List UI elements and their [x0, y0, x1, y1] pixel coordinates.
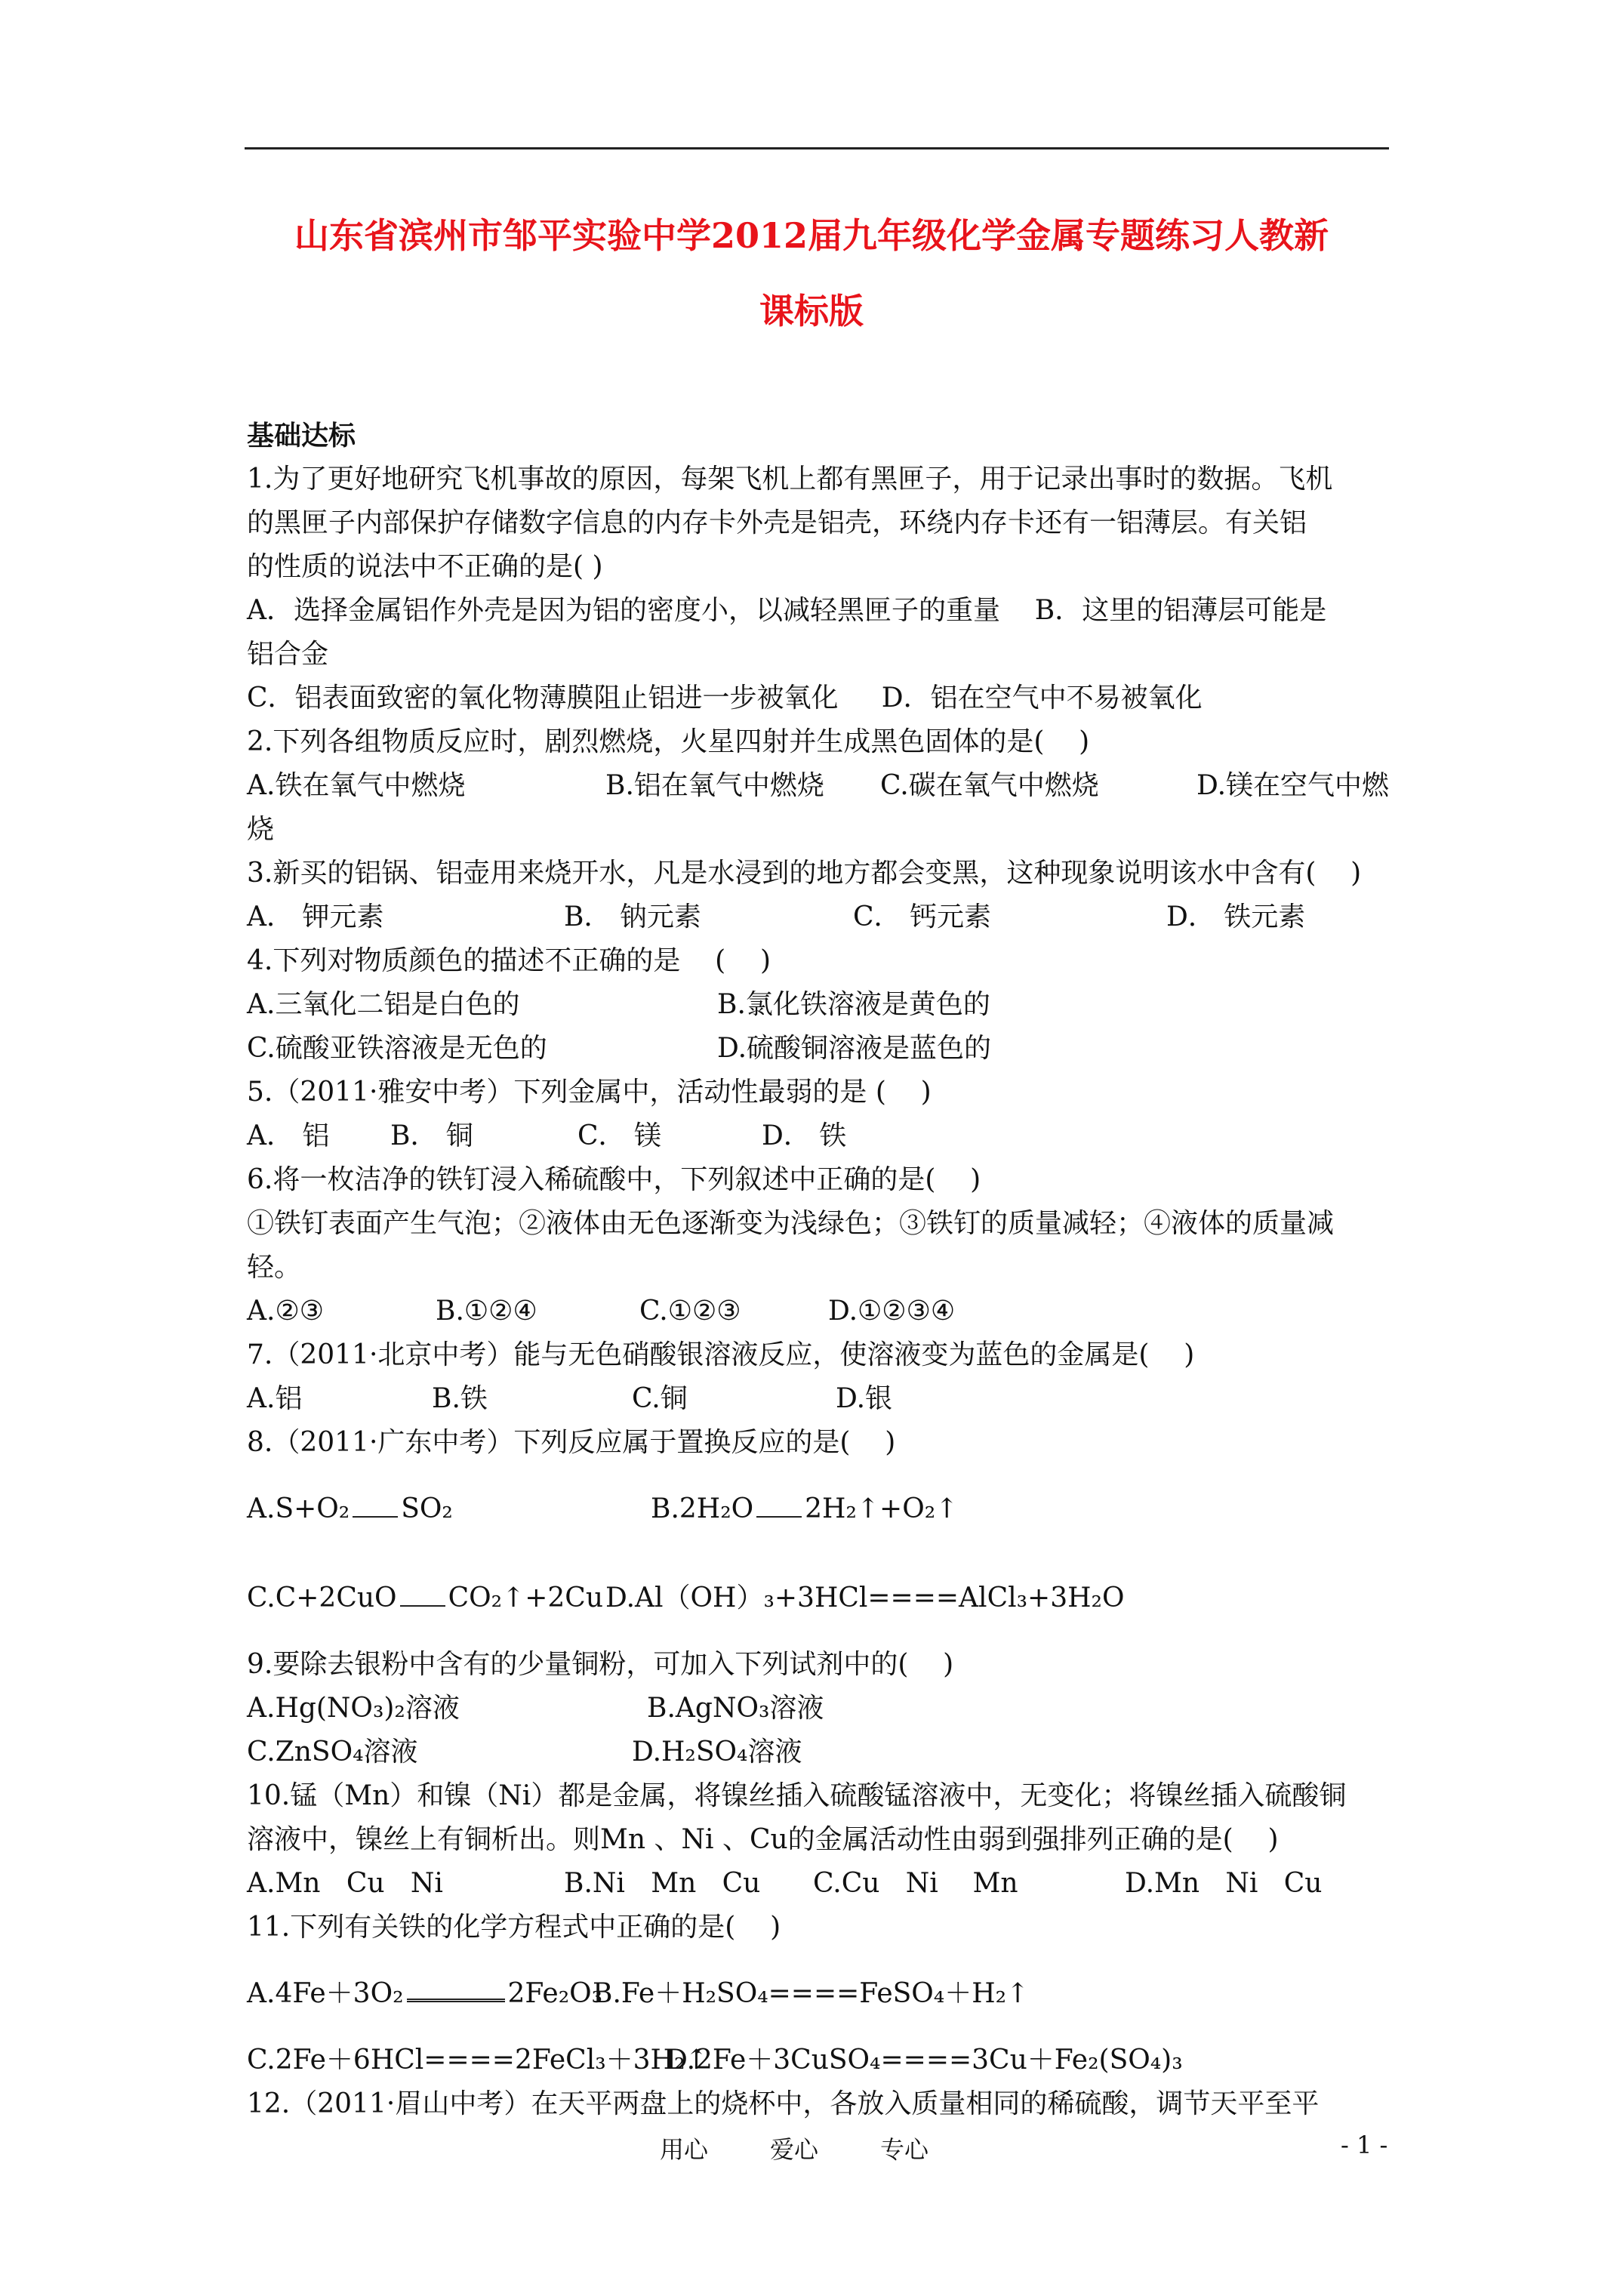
q9-options-cd: [247, 1730, 1402, 1774]
q6-option-c: C.①②③: [639, 1296, 741, 1327]
q2-wrap: 烧: [247, 814, 275, 845]
header-rule: [245, 147, 1389, 149]
q2-option-c: C.碳在氧气中燃烧: [880, 770, 1099, 801]
q3-option-a: A． 钾元素: [247, 901, 384, 932]
q7-option-a: A.铝: [247, 1383, 303, 1414]
q8-stem: 8.（2011·广东中考）下列反应属于置换反应的是( ): [247, 1427, 896, 1458]
q3-stem: 3.新买的铝锅、铝壶用来烧开水，凡是水浸到的地方都会变黑，这种现象说明该水中含有( ): [247, 858, 1362, 889]
q7-stem: 7.（2011·北京中考）能与无色硝酸银溶液反应，使溶液变为蓝色的金属是( ): [247, 1339, 1195, 1370]
q8-c-products: CO₂↑+2Cu: [448, 1583, 604, 1613]
footer-word-3: 专心: [880, 2135, 929, 2164]
q11-a-reactants: A.4Fe＋3O₂: [247, 1978, 404, 2009]
q4-stem: 4.下列对物质颜色的描述不正确的是 ( ): [247, 945, 771, 976]
q12-line-1: 12.（2011·眉山中考）在天平两盘上的烧杯中，各放入质量相同的稀硫酸，调节天平至平: [247, 2088, 1320, 2119]
q8-a-condition-blank: [353, 1492, 398, 1518]
q3-option-d: D． 铁元素: [1166, 901, 1306, 932]
q6-option-d: D.①②③④: [828, 1296, 956, 1327]
q10-option-b: B.Ni Mn Cu: [564, 1868, 761, 1899]
q11-stem: 11.下列有关铁的化学方程式中正确的是( ): [247, 1912, 781, 1943]
q5-options: [247, 1114, 1402, 1158]
section-heading: 基础达标: [247, 420, 356, 451]
q9-option-a: A.Hg(NO₃)₂溶液: [247, 1693, 460, 1724]
q3-option-b: B． 钠元素: [564, 901, 701, 932]
title-line-1: 山东省滨州市邹平实验中学2012届九年级化学金属专题练习人教新: [294, 215, 1329, 256]
q11-a-products: 2Fe₂O₃: [507, 1978, 603, 2009]
q6-stem: 6.将一枚洁净的铁钉浸入稀硫酸中，下列叙述中正确的是( ): [247, 1164, 981, 1195]
q11-options-cd: [247, 2039, 1402, 2082]
q6-body-1: ①铁钉表面产生气泡；②液体由无色逐渐变为浅绿色；③铁钉的质量减轻；④液体的质量减: [247, 1208, 1335, 1239]
q3-option-c: C． 钙元素: [853, 901, 991, 932]
q8-option-c: [247, 1554, 603, 1643]
q5-stem: 5.（2011·雅安中考）下列金属中，活动性最弱的是 ( ): [247, 1077, 932, 1108]
q6-body-2: 轻。: [247, 1252, 302, 1283]
q9-option-d: D.H₂SO₄溶液: [632, 1737, 802, 1767]
q1-line-3: 的性质的说法中不正确的是( ): [247, 551, 603, 582]
q4-option-c: C.硫酸亚铁溶液是无色的: [247, 1033, 547, 1064]
q8-a-products: SO₂: [401, 1493, 453, 1524]
q4-options-cd: [247, 1027, 1402, 1071]
q11-option-b: B.Fe＋H₂SO₄====FeSO₄＋H₂↑: [593, 1978, 1030, 2009]
q2-options: [247, 764, 1402, 808]
page-number: - 1 -: [1341, 2131, 1388, 2159]
q10-option-c: C.Cu Ni Mn: [813, 1868, 1018, 1899]
q7-options: [247, 1377, 1402, 1421]
footer-word-2: 爱心: [770, 2135, 819, 2164]
q1-line-6: C．铝表面致密的氧化物薄膜阻止铝进一步被氧化 D．铝在空气中不易被氧化: [247, 683, 1203, 713]
q2-stem: 2.下列各组物质反应时，剧烈燃烧，火星四射并生成黑色固体的是( ): [247, 726, 1090, 757]
document-title: [204, 198, 1419, 349]
q5-option-d: D． 铁: [762, 1120, 847, 1151]
q8-a-reactants: A.S+O₂: [247, 1493, 350, 1524]
q5-option-b: B． 铜: [390, 1120, 473, 1151]
title-line-2: 课标版: [759, 291, 864, 331]
q2-option-d: D.镁在空气中燃: [1196, 770, 1390, 801]
q10-options: [247, 1862, 1402, 1906]
q8-options-cd: [247, 1554, 1402, 1643]
q2-option-a: A.铁在氧气中燃烧: [247, 770, 466, 801]
q11-option-c: C.2Fe＋6HCl====2FeCl₃＋3H₂↑: [247, 2045, 708, 2076]
q7-option-c: C.铜: [632, 1383, 688, 1414]
q5-option-c: C． 镁: [577, 1120, 661, 1151]
q11-option-d: D.2Fe＋3CuSO₄====3Cu＋Fe₂(SO₄)₃: [666, 2045, 1183, 2076]
q4-option-a: A.三氧化二铝是白色的: [247, 989, 520, 1020]
q9-option-c: C.ZnSO₄溶液: [247, 1737, 418, 1767]
q10-line-1: 10.锰（Mn）和镍（Ni）都是金属，将镍丝插入硫酸锰溶液中，无变化；将镍丝插入硫酸铜: [247, 1780, 1347, 1811]
q6-options: [247, 1290, 1402, 1333]
q8-c-condition-blank: [400, 1581, 445, 1607]
q3-options: [247, 895, 1402, 939]
q2-option-b: B.铝在氧气中燃烧: [605, 770, 824, 801]
q8-b-condition-blank: [756, 1492, 802, 1518]
q9-option-b: B.AgNO₃溶液: [647, 1693, 824, 1724]
q9-stem: 9.要除去银粉中含有的少量铜粉，可加入下列试剂中的( ): [247, 1649, 954, 1680]
q6-option-b: B.①②④: [436, 1296, 537, 1327]
q10-option-a: A.Mn Cu Ni: [247, 1868, 443, 1899]
q9-options-ab: [247, 1687, 1402, 1730]
q4-option-b: B.氯化铁溶液是黄色的: [717, 989, 990, 1020]
q1-line-4: A．选择金属铝作外壳是因为铝的密度小，以减轻黑匣子的重量 B．这里的铝薄层可能是: [247, 595, 1327, 626]
q11-a-condition-blank: [407, 1976, 505, 2002]
footer-word-1: 用心: [660, 2135, 709, 2164]
q1-line-1: 1.为了更好地研究飞机事故的原因，每架飞机上都有黑匣子，用于记录出事时的数据。飞机: [247, 464, 1333, 495]
q8-b-products: 2H₂↑+O₂↑: [805, 1493, 959, 1524]
q11-options-ab: [247, 1949, 1402, 2039]
q10-line-2: 溶液中，镍丝上有铜析出。则Mn 、Ni 、Cu的金属活动性由弱到强排列正确的是( ): [247, 1824, 1279, 1855]
q1-line-2: 的黑匣子内部保护存储数字信息的内存卡外壳是铝壳，环绕内存卡还有一铝薄层。有关铝: [247, 507, 1307, 538]
q1-line-5: 铝合金: [247, 639, 329, 670]
q8-option-b: [651, 1465, 958, 1554]
q4-options-ab: [247, 983, 1402, 1027]
q8-b-reactants: B.2H₂O: [651, 1493, 754, 1524]
q8-option-a: [247, 1465, 453, 1554]
question-list: [247, 414, 1402, 2126]
q7-option-d: D.银: [836, 1383, 893, 1414]
q8-c-reactants: C.C+2CuO: [247, 1583, 397, 1613]
q10-option-d: D.Mn Ni Cu: [1125, 1868, 1323, 1899]
q5-option-a: A． 铝: [247, 1120, 330, 1151]
q6-option-a: A.②③: [247, 1296, 324, 1327]
q7-option-b: B.铁: [432, 1383, 488, 1414]
q4-option-d: D.硫酸铜溶液是蓝色的: [717, 1033, 992, 1064]
q8-options-ab: [247, 1465, 1402, 1554]
q11-option-a: [247, 1949, 602, 2039]
q8-option-d: D.Al（OH）₃+3HCl====AlCl₃+3H₂O: [605, 1583, 1125, 1613]
